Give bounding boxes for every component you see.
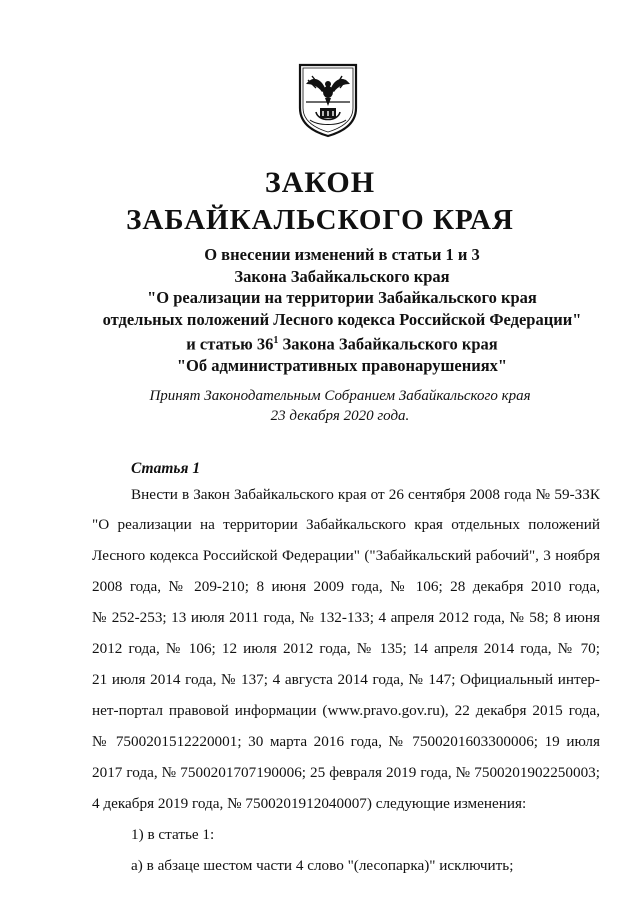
subtitle-line: отдельных положений Лесного кодекса Российской Федерации" [102, 309, 582, 329]
article-text-line: 1) в статье 1: [131, 826, 215, 843]
subtitle-line: Закона Забайкальского края [234, 266, 450, 286]
article-text-line: № 252-253; 13 июля 2011 года, № 132-133; 4 апреля 2012 года, № 58; 8 июня [92, 609, 600, 626]
adoption-date: 23 декабря 2020 года. [270, 408, 410, 424]
article-heading: Статья 1 [131, 460, 201, 477]
article-text-line: Внести в Закон Забайкальского края от 26 сентября 2008 года № 59-ЗЗК [131, 486, 600, 503]
subtitle-line5-prefix: и статью 36 [186, 334, 274, 354]
subtitle-line5-superscript: 1 [273, 335, 279, 346]
subtitle-line: О внесении изменений в статьи 1 и 3 [204, 245, 480, 264]
subtitle-line [0, 330, 640, 355]
article-text-line: Лесного кодекса Российской Федерации" ("Забайкальский рабочий", 3 ноября [92, 547, 600, 564]
article-text-line: 2008 года, № 209-210; 8 июня 2009 года, № 106; 28 декабря 2010 года, [92, 578, 600, 595]
subtitle-line5-suffix: Закона Забайкальского края [278, 334, 498, 354]
article-text-line: а) в абзаце шестом части 4 слово "(лесопарка)" исключить; [131, 857, 514, 874]
article-text-line: 21 июля 2014 года, № 137; 4 августа 2014 года, № 147; Официальный интер- [92, 671, 600, 688]
article-text-line: 4 декабря 2019 года, № 7500201912040007) следующие изменения: [92, 795, 527, 812]
law-subtitle [0, 244, 640, 377]
article-text-line: 2012 года, № 106; 12 июля 2012 года, № 135; 14 апреля 2014 года, № 70; [92, 640, 600, 657]
subtitle-line: "О реализации на территории Забайкальского края [147, 288, 537, 307]
adoption-line: Принят Законодательным Собранием Забайкальского края [149, 388, 531, 404]
article-text-line: 2017 года, № 7500201707190006; 25 февраля 2019 года, № 7500201902250003; [92, 764, 600, 781]
adoption-note [0, 386, 640, 426]
subtitle-line: "Об административных правонарушениях" [176, 356, 508, 375]
law-title: ЗАКОН [264, 166, 376, 199]
article-text-line: № 7500201512220001; 30 марта 2016 года, № 7500201603300006; 19 июля [92, 733, 600, 750]
article-text-line: нет-портал правовой информации (www.pravo.gov.ru), 22 декабря 2015 года, [92, 702, 600, 719]
coat-of-arms-icon [296, 62, 360, 138]
article-text-line: "О реализации на территории Забайкальского края отдельных положений [92, 516, 600, 533]
law-region-title: ЗАБАЙКАЛЬСКОГО КРАЯ [126, 204, 514, 236]
